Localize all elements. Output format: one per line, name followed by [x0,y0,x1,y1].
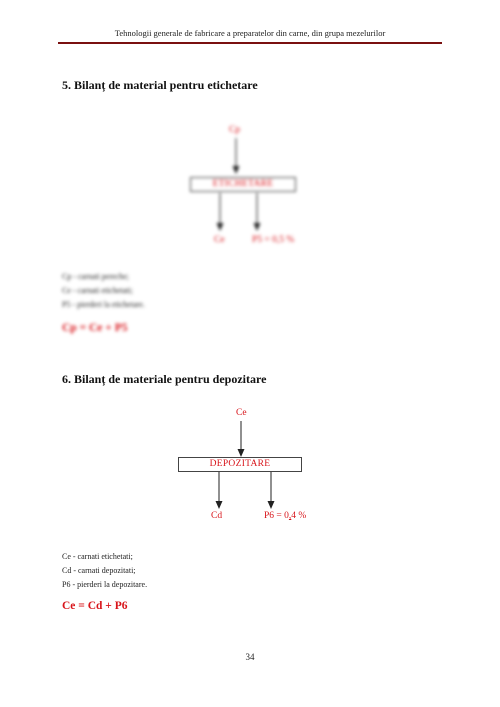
section-5-process-box: ETICHETARE [190,177,296,192]
section-6-output-right-main: P6 = 0 [264,511,289,521]
section-5-legend-line-3: P5 - pierderi la etichetare. [62,300,145,309]
section-5-legend-line-1: Cp - carnati pereche; [62,272,129,281]
section-6-title: 6. Bilanț de materiale pentru depozitare [62,372,267,386]
section-6-output-right-comma: , [288,511,292,521]
section-5-equation: Cp = Ce + P5 [62,322,128,334]
section-6-output-right [264,511,306,521]
section-5-input-label: Cp [229,125,241,135]
section-6-equation: Ce = Cd + P6 [62,600,128,612]
running-header: Tehnologii generale de fabricare a preparatelor din carne, din grupa mezelurilor [114,28,386,38]
section-6-output-left: Cd [211,511,223,521]
section-6-process-box: DEPOZITARE [178,457,302,472]
section-6-legend-line-2: Cd - carnati depozitati; [62,566,136,575]
section-5-legend-line-2: Ce - carnati etichetati; [62,286,133,295]
section-6-input-label: Ce [236,408,247,418]
page-number: 34 [245,652,255,662]
section-5-title: 5. Bilanț de material pentru etichetare [62,78,258,92]
section-6-legend-line-3: P6 - pierderi la depozitare. [62,580,148,589]
section-5-output-left: Ce [214,235,225,245]
section-6-legend-line-1: Ce - carnati etichetati; [62,552,133,561]
section-5-output-right: P5 = 0,5 % [252,235,295,245]
section-6-output-right-tail: 4 % [291,511,307,521]
section-6-legend [62,550,147,592]
